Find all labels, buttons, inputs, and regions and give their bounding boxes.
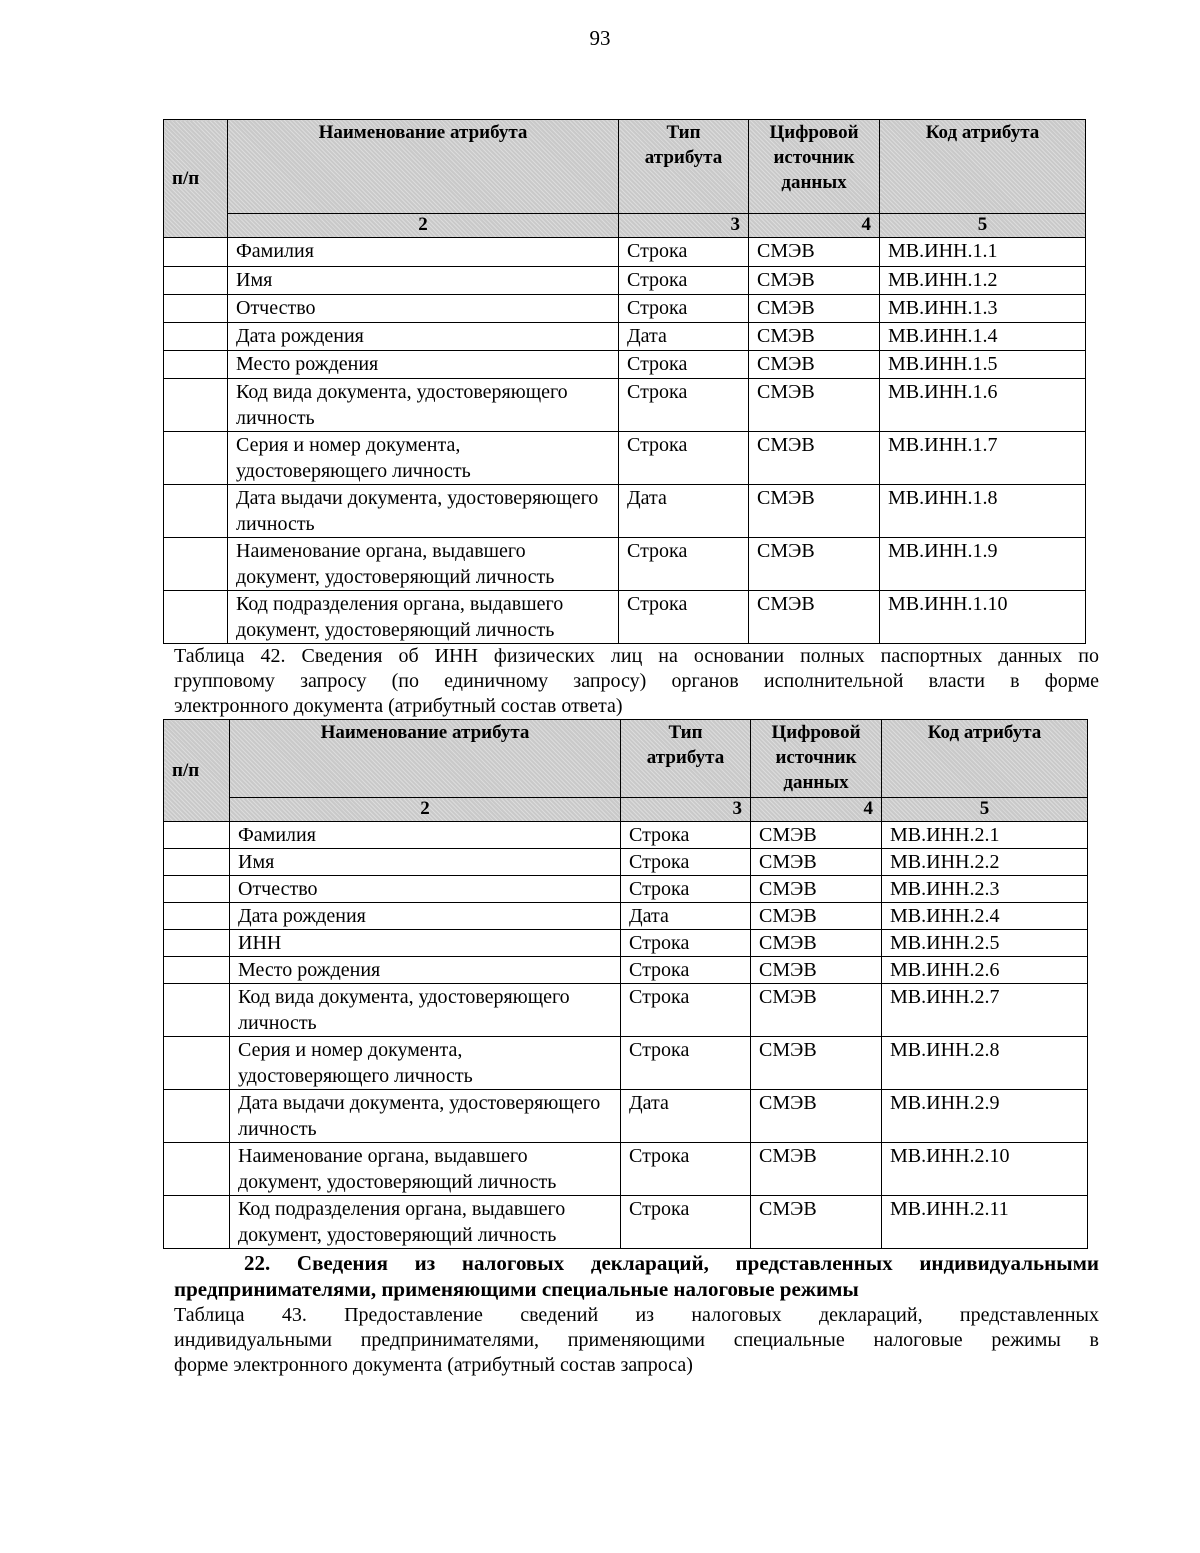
header-name: Наименование атрибута [228,120,619,214]
cell-code: МВ.ИНН.1.7 [880,432,1086,485]
cell-type: Строка [621,1143,751,1196]
cell-source: СМЭВ [751,1143,882,1196]
cell-name: Дата выдачи документа, удостоверяющего личность [228,485,619,538]
cell-code: МВ.ИНН.1.3 [880,295,1086,323]
cell-type: Строка [619,538,749,591]
table-row [164,295,1086,323]
cell-name: Дата рождения [228,323,619,351]
section-line: 22. Сведения из налоговых деклараций, представленных индивидуальными [244,1251,1099,1275]
cell-source: СМЭВ [749,379,880,432]
cell-code: МВ.ИНН.2.8 [882,1037,1088,1090]
column-number: 5 [880,214,1086,238]
cell-code: МВ.ИНН.2.6 [882,957,1088,984]
cell-type: Строка [619,267,749,295]
cell-num [164,957,230,984]
cell-code: МВ.ИНН.2.7 [882,984,1088,1037]
header-num: п/п [164,120,228,238]
header-name: Наименование атрибута [230,720,621,798]
cell-name: Место рождения [228,351,619,379]
cell-code: МВ.ИНН.2.3 [882,876,1088,903]
table-row [164,1037,1088,1090]
cell-code: МВ.ИНН.2.9 [882,1090,1088,1143]
cell-code: МВ.ИНН.1.9 [880,538,1086,591]
cell-type: Строка [621,957,751,984]
caption-line: Таблица 42. Сведения об ИНН физических лиц на основании полных паспортных данных по [174,645,1099,667]
cell-type: Строка [621,849,751,876]
cell-code: МВ.ИНН.1.4 [880,323,1086,351]
cell-num [164,323,228,351]
table-row [164,267,1086,295]
cell-num [164,984,230,1037]
cell-num [164,903,230,930]
header-num: п/п [164,720,230,822]
cell-type: Строка [621,1196,751,1249]
cell-type: Строка [621,822,751,849]
cell-name: Код вида документа, удостоверяющего личность [230,984,621,1037]
cell-num [164,295,228,323]
cell-type: Дата [621,903,751,930]
cell-source: СМЭВ [749,432,880,485]
cell-name: Дата выдачи документа, удостоверяющего личность [230,1090,621,1143]
cell-name: Наименование органа, выдавшего документ, удостоверяющий личность [228,538,619,591]
page-number: 93 [589,26,611,50]
cell-type: Дата [621,1090,751,1143]
column-number: 3 [619,214,749,238]
column-number: 3 [621,798,751,822]
header-source: Цифровой источник данных [751,720,882,798]
table-row [164,822,1088,849]
cell-num [164,1090,230,1143]
header-code: Код атрибута [880,120,1086,214]
cell-code: МВ.ИНН.2.10 [882,1143,1088,1196]
table-row [164,1090,1088,1143]
cell-type: Строка [619,351,749,379]
cell-type: Строка [619,295,749,323]
cell-code: МВ.ИНН.2.2 [882,849,1088,876]
cell-name: ИНН [230,930,621,957]
cell-num [164,876,230,903]
cell-name: Код вида документа, удостоверяющего личность [228,379,619,432]
header-type: Тип атрибута [619,120,749,214]
cell-num [164,1143,230,1196]
caption-line: групповому запросу (по единичному запросу) органов исполнительной власти в форме [174,670,1099,692]
section-line: предпринимателями, применяющими специальные налоговые режимы [174,1277,859,1301]
table-row [164,485,1086,538]
table-43-caption [174,1303,1099,1378]
cell-type: Дата [619,323,749,351]
table-42-caption [174,644,1099,719]
cell-source: СМЭВ [749,238,880,267]
cell-type: Строка [621,984,751,1037]
cell-name: Код подразделения органа, выдавшего документ, удостоверяющий личность [230,1196,621,1249]
cell-type: Строка [619,379,749,432]
cell-source: СМЭВ [751,1037,882,1090]
cell-source: СМЭВ [751,1090,882,1143]
column-number: 5 [882,798,1088,822]
caption-line: электронного документа (атрибутный состав ответа) [174,695,623,717]
cell-name: Дата рождения [230,903,621,930]
cell-source: СМЭВ [751,849,882,876]
cell-num [164,485,228,538]
cell-name: Наименование органа, выдавшего документ, удостоверяющий личность [230,1143,621,1196]
cell-source: СМЭВ [751,822,882,849]
attribute-table-41 [163,119,1086,644]
cell-source: СМЭВ [749,323,880,351]
cell-source: СМЭВ [749,295,880,323]
cell-code: МВ.ИНН.2.5 [882,930,1088,957]
table-row [164,876,1088,903]
cell-name: Имя [228,267,619,295]
header-source: Цифровой источник данных [749,120,880,214]
cell-source: СМЭВ [751,984,882,1037]
table-row [164,238,1086,267]
cell-source: СМЭВ [751,930,882,957]
cell-num [164,1196,230,1249]
table-row [164,903,1088,930]
column-number: 2 [228,214,619,238]
cell-code: МВ.ИНН.2.4 [882,903,1088,930]
table-row [164,432,1086,485]
cell-num [164,591,228,644]
cell-type: Строка [619,238,749,267]
section-22-heading [174,1250,1099,1302]
cell-type: Строка [621,876,751,903]
cell-type: Строка [619,591,749,644]
cell-source: СМЭВ [749,538,880,591]
cell-code: МВ.ИНН.1.2 [880,267,1086,295]
cell-num [164,822,230,849]
cell-num [164,238,228,267]
cell-type: Строка [621,930,751,957]
cell-type: Строка [621,1037,751,1090]
cell-name: Фамилия [228,238,619,267]
cell-code: МВ.ИНН.1.5 [880,351,1086,379]
column-number: 4 [751,798,882,822]
cell-name: Фамилия [230,822,621,849]
caption-line: Таблица 43. Предоставление сведений из налоговых деклараций, представленных [174,1304,1099,1326]
cell-name: Серия и номер документа, удостоверяющего личность [230,1037,621,1090]
table-row [164,323,1086,351]
table-row [164,1143,1088,1196]
caption-line: форме электронного документа (атрибутный состав запроса) [174,1354,693,1376]
column-number: 4 [749,214,880,238]
cell-name: Имя [230,849,621,876]
cell-type: Дата [619,485,749,538]
cell-source: СМЭВ [749,591,880,644]
cell-num [164,930,230,957]
cell-name: Отчество [230,876,621,903]
cell-type: Строка [619,432,749,485]
cell-code: МВ.ИНН.1.10 [880,591,1086,644]
cell-num [164,538,228,591]
table-row [164,849,1088,876]
table-row [164,930,1088,957]
cell-code: МВ.ИНН.1.1 [880,238,1086,267]
cell-code: МВ.ИНН.2.11 [882,1196,1088,1249]
cell-source: СМЭВ [751,876,882,903]
cell-source: СМЭВ [751,903,882,930]
cell-code: МВ.ИНН.1.6 [880,379,1086,432]
cell-source: СМЭВ [751,1196,882,1249]
header-code: Код атрибута [882,720,1088,798]
cell-num [164,267,228,295]
cell-num [164,1037,230,1090]
cell-code: МВ.ИНН.1.8 [880,485,1086,538]
table-row [164,1196,1088,1249]
header-type: Тип атрибута [621,720,751,798]
cell-source: СМЭВ [749,485,880,538]
table-row [164,379,1086,432]
table-row [164,957,1088,984]
cell-source: СМЭВ [749,267,880,295]
cell-source: СМЭВ [749,351,880,379]
table-row [164,984,1088,1037]
table-row [164,351,1086,379]
table-row [164,538,1086,591]
caption-line: индивидуальными предпринимателями, применяющими специальные налоговые режимы в [174,1329,1099,1351]
cell-name: Отчество [228,295,619,323]
cell-num [164,432,228,485]
table-row [164,591,1086,644]
cell-name: Серия и номер документа, удостоверяющего личность [228,432,619,485]
cell-num [164,379,228,432]
cell-num [164,849,230,876]
cell-source: СМЭВ [751,957,882,984]
cell-code: МВ.ИНН.2.1 [882,822,1088,849]
cell-name: Место рождения [230,957,621,984]
cell-name: Код подразделения органа, выдавшего документ, удостоверяющий личность [228,591,619,644]
cell-num [164,351,228,379]
attribute-table-42 [163,719,1088,1249]
column-number: 2 [230,798,621,822]
